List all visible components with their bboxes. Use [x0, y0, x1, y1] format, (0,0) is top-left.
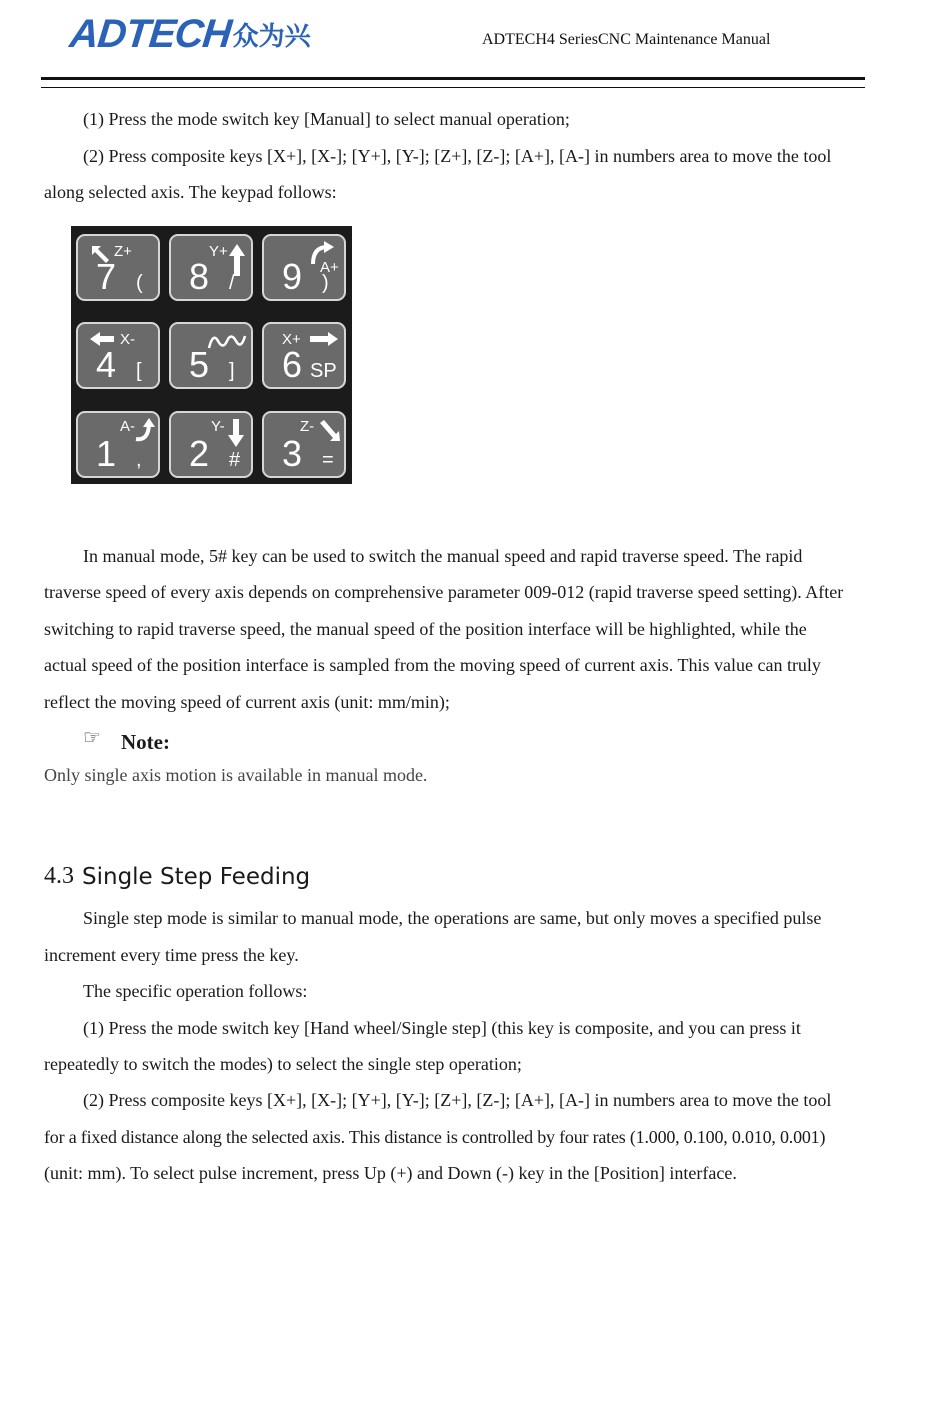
section-step-1-line-1: (1) Press the mode switch key [Hand wheel/Single step] (this key is composite, and you can press it	[83, 1018, 801, 1038]
keypad-key-5	[169, 322, 253, 389]
keypad-key-3	[262, 411, 346, 478]
key-axis-label: A-	[120, 418, 135, 435]
key-number: 6	[282, 344, 303, 385]
key-number: 3	[282, 433, 303, 474]
keypad-key-1	[76, 411, 160, 478]
key-symbol: =	[322, 449, 334, 471]
key-number: 5	[189, 344, 210, 385]
logo-wordmark: ADTECH	[67, 12, 233, 56]
key-symbol: [	[136, 360, 142, 382]
keypad-key-9	[262, 234, 346, 301]
section-step-2-line-3: (unit: mm). To select pulse increment, press Up (+) and Down (-) key in the [Position] interface.	[44, 1163, 737, 1183]
section-step-1-line-2: repeatedly to switch the modes) to select the single step operation;	[44, 1054, 522, 1074]
key-symbol: ,	[136, 449, 142, 471]
key-axis-label: Y-	[211, 418, 225, 435]
note-text: Only single axis motion is available in manual mode.	[44, 765, 428, 785]
key-axis-label: X-	[120, 331, 135, 348]
manual-para-line-5: reflect the moving speed of current axis (unit: mm/min);	[44, 692, 450, 712]
key-number: 4	[96, 344, 117, 385]
keypad-image	[71, 226, 352, 484]
manual-para-line-2: traverse speed of every axis depends on comprehensive parameter 009-012 (rapid traverse speed setting). After	[44, 582, 844, 602]
section-title: Single Step Feeding	[82, 864, 311, 890]
key-number: 1	[96, 433, 117, 474]
key-axis-label: X+	[282, 331, 301, 348]
adtech-logo	[67, 12, 311, 56]
note-label: Note:	[121, 730, 170, 754]
key-symbol: /	[229, 272, 235, 294]
keypad-key-6	[262, 322, 346, 389]
key-symbol: )	[322, 272, 329, 294]
keypad-key-4	[76, 322, 160, 389]
keypad-key-8	[169, 234, 253, 301]
section-para-1-line-1: Single step mode is similar to manual mode, the operations are same, but only moves a specified pulse	[83, 908, 822, 928]
pointing-hand-icon: ☞	[83, 727, 101, 749]
header-rule-thick	[41, 77, 865, 80]
curved-counterclockwise-arrow-icon	[134, 417, 158, 445]
intro-step-2-line-2: along selected axis. The keypad follows:	[44, 182, 337, 202]
key-symbol: (	[136, 272, 143, 294]
key-symbol: #	[229, 449, 241, 471]
intro-step-2-line-1: (2) Press composite keys [X+], [X-]; [Y+], [Y-]; [Z+], [Z-]; [A+], [A-] in numbers area to move the tool	[83, 146, 832, 166]
section-para-1-line-2: increment every time press the key.	[44, 945, 299, 965]
key-symbol: ]	[229, 360, 235, 382]
manual-para-line-1: In manual mode, 5# key can be used to switch the manual speed and rapid traverse speed. The rapid	[83, 546, 803, 566]
key-axis-label: Z-	[300, 418, 315, 435]
key-number: 7	[96, 256, 117, 297]
wave-icon	[207, 330, 247, 352]
intro-step-1: (1) Press the mode switch key [Manual] to select manual operation;	[83, 109, 570, 129]
keypad-key-7	[76, 234, 160, 301]
manual-para-line-4: actual speed of the position interface is sampled from the moving speed of current axis. This value can truly	[44, 655, 821, 675]
key-symbol: SP	[310, 360, 337, 382]
keypad-key-2	[169, 411, 253, 478]
down-right-arrow-icon	[318, 417, 342, 443]
section-para-2: The specific operation follows:	[83, 981, 308, 1001]
key-number: 2	[189, 433, 210, 474]
header-title: ADTECH4 SeriesCNC Maintenance Manual	[482, 31, 771, 48]
key-number: 9	[282, 256, 303, 297]
section-step-2-line-2: for a fixed distance along the selected axis. This distance is controlled by four rates (1.000, 0.100, 0.010, 0.001)	[44, 1127, 826, 1147]
key-axis-label: A+	[320, 259, 339, 276]
key-number: 8	[189, 256, 210, 297]
down-arrow-icon	[227, 417, 245, 449]
key-axis-label: Y+	[209, 243, 228, 260]
section-number: 4.3	[44, 863, 74, 889]
manual-para-line-3: switching to rapid traverse speed, the manual speed of the position interface will be highlighted, while the	[44, 619, 807, 639]
key-axis-label: Z+	[114, 243, 132, 260]
header-rule-thin	[41, 87, 865, 88]
right-arrow-icon	[308, 330, 340, 348]
logo-chinese-wordmark: 众为兴	[232, 22, 311, 52]
section-step-2-line-1: (2) Press composite keys [X+], [X-]; [Y+], [Y-]; [Z+], [Z-]; [A+], [A-] in numbers area to move the tool	[83, 1090, 832, 1110]
